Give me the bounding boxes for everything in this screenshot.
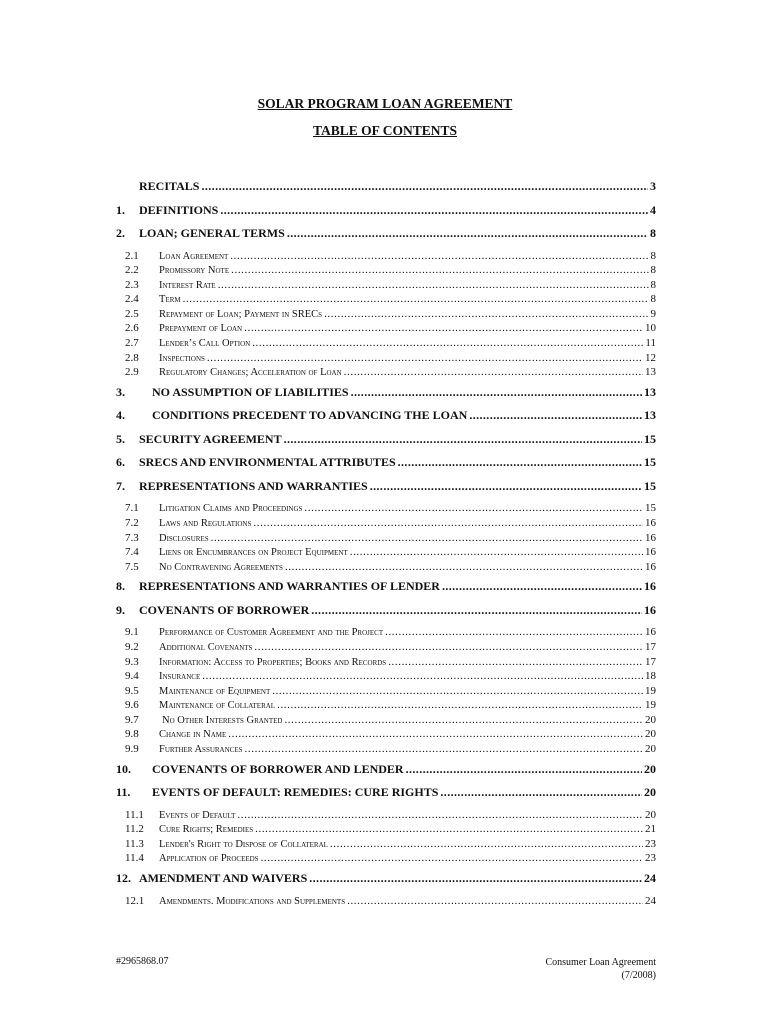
toc-entry-number: 2.2	[125, 264, 139, 277]
toc-page-number: 13	[645, 366, 656, 379]
toc-entry-number: 7.4	[125, 546, 139, 559]
toc-entry-title: Prepayment of Loan	[159, 323, 243, 335]
toc-page-number: 17	[645, 655, 656, 668]
toc-page-number: 15	[644, 478, 656, 493]
toc-entry-number: 10.	[116, 761, 131, 776]
toc-entry-number: 5.	[116, 431, 125, 446]
toc-entry-number: 2.	[116, 226, 125, 240]
document-subtitle: TABLE OF CONTENTS	[312, 123, 458, 138]
toc-entry-title: Lender's Right to Dispose of Collateral	[159, 838, 328, 850]
toc-dot-leader	[350, 546, 643, 558]
toc-page-number: 4	[650, 202, 656, 217]
toc-subsection-entry[interactable]	[116, 546, 656, 561]
toc-subsection-entry[interactable]	[116, 532, 656, 547]
toc-page-number: 8	[650, 278, 656, 291]
toc-entry-title: REPRESENTATIONS AND WARRANTIES	[139, 478, 368, 493]
toc-entry-number: 7.1	[125, 502, 139, 515]
toc-dot-leader	[183, 293, 649, 305]
toc-subsection-entry[interactable]	[116, 895, 656, 910]
toc-dot-leader	[398, 455, 642, 470]
toc-page-number: 13	[644, 384, 656, 399]
toc-entry-title: Repayment of Loan; Payment in SRECs	[159, 308, 323, 320]
toc-entry-title: Disclosures	[159, 532, 209, 544]
toc-entry-title: EVENTS OF DEFAULT: REMEDIES: CURE RIGHTS	[152, 785, 439, 800]
toc-entry-title: SRECS AND ENVIRONMENTAL ATTRIBUTES	[139, 455, 396, 470]
toc-page-number: 16	[645, 546, 656, 559]
toc-dot-leader	[309, 871, 642, 886]
toc-subsection-entry[interactable]	[116, 293, 656, 308]
toc-dot-leader	[406, 762, 642, 777]
toc-entry-number: 9.4	[125, 670, 139, 683]
toc-section-entry[interactable]	[116, 203, 656, 227]
toc-dot-leader	[254, 641, 643, 653]
toc-entry-number: 9.2	[125, 640, 139, 653]
toc-entry-number: 4.	[116, 408, 125, 423]
toc-entry-number: 2.8	[125, 351, 139, 364]
toc-page-number: 10	[645, 322, 656, 335]
toc-entry-title: Litigation Claims and Proceedings	[159, 503, 303, 515]
toc-entry-title: Inspections	[159, 352, 205, 364]
toc-entry-number: 12.	[116, 871, 131, 886]
document-title: SOLAR PROGRAM LOAN AGREEMENT	[257, 96, 513, 111]
toc-entry-title: COVENANTS OF BORROWER	[139, 602, 310, 617]
toc-entry-number: 2.3	[125, 278, 139, 291]
toc-page-number: 12	[645, 351, 656, 364]
toc-dot-leader	[255, 823, 643, 835]
toc-entry-title: Loan Agreement	[159, 250, 229, 262]
toc-entry-title: Further Assurances	[159, 744, 243, 756]
document-footer	[545, 956, 656, 982]
toc-section-entry[interactable]	[116, 479, 656, 503]
toc-page-number: 24	[645, 894, 656, 907]
toc-subsection-entry[interactable]	[116, 517, 656, 532]
toc-section-entry[interactable]	[116, 579, 656, 603]
toc-entry-number: 9.7	[125, 713, 139, 726]
toc-dot-leader	[330, 838, 643, 850]
toc-entry-number: 2.6	[125, 322, 139, 335]
toc-page-number: 16	[645, 560, 656, 573]
toc-section-entry[interactable]	[116, 785, 656, 809]
toc-section-entry[interactable]	[116, 432, 656, 456]
toc-page-number: 20	[645, 713, 656, 726]
toc-entry-title: SECURITY AGREEMENT	[139, 431, 282, 446]
document-name: Consumer Loan Agreement	[545, 957, 656, 968]
toc-entry-title: Additional Covenants	[159, 641, 253, 653]
toc-page-number: 17	[645, 640, 656, 653]
toc-section-entry[interactable]	[116, 603, 656, 627]
toc-entry-title: Lender’s Call Option	[159, 338, 251, 350]
toc-page-number: 11	[645, 337, 656, 350]
document-date: (7/2008)	[621, 970, 656, 981]
toc-entry-title: Promissory Note	[159, 265, 230, 277]
toc-dot-leader	[304, 502, 643, 514]
toc-page-number: 21	[645, 823, 656, 836]
toc-subsection-entry[interactable]	[116, 670, 656, 685]
toc-entry-number: 1.	[116, 202, 125, 217]
toc-page-number: 23	[645, 837, 656, 850]
toc-entry-number: 2.4	[125, 293, 139, 306]
toc-entry-number: 7.3	[125, 531, 139, 544]
toc-entry-number: 6.	[116, 455, 125, 470]
toc-subsection-entry[interactable]	[116, 502, 656, 517]
toc-entry-title: No Other Interests Granted	[162, 714, 283, 726]
toc-entry-number: 2.5	[125, 307, 139, 320]
toc-entry-title: Laws and Regulations	[159, 517, 252, 529]
toc-section-entry[interactable]	[116, 871, 656, 895]
toc-subsection-entry[interactable]	[116, 809, 656, 824]
toc-dot-leader	[277, 699, 643, 711]
toc-entry-title: Term	[159, 294, 181, 306]
toc-page-number: 16	[644, 579, 656, 594]
table-of-contents	[116, 177, 656, 909]
toc-page-number: 13	[644, 408, 656, 423]
toc-entry-title: Change in Name	[159, 729, 227, 741]
toc-dot-leader	[324, 308, 648, 320]
toc-entry-title: No Contravening Agreements	[159, 561, 283, 573]
toc-subsection-entry[interactable]	[116, 714, 656, 729]
toc-section-entry[interactable]	[116, 455, 656, 479]
toc-entry-number: 2.1	[125, 249, 139, 262]
toc-section-entry[interactable]	[116, 179, 656, 203]
toc-entry-title: Performance of Customer Agreement and the Project	[159, 627, 384, 639]
toc-page-number: 16	[645, 531, 656, 544]
toc-entry-title: LOAN; GENERAL TERMS	[139, 226, 285, 240]
toc-entry-number: 2.9	[125, 366, 139, 379]
toc-entry-title: COVENANTS OF BORROWER AND LENDER	[152, 761, 404, 776]
toc-entry-number: 3.	[116, 384, 125, 399]
toc-subsection-entry[interactable]	[116, 322, 656, 337]
toc-subsection-entry[interactable]	[116, 699, 656, 714]
toc-entry-number: 2.7	[125, 337, 139, 350]
toc-page-number: 16	[645, 626, 656, 639]
toc-page-number: 8	[650, 264, 656, 277]
toc-dot-leader	[245, 743, 643, 755]
toc-section-entry[interactable]	[116, 762, 656, 786]
toc-dot-leader	[469, 408, 642, 423]
toc-entry-title: Application of Proceeds	[159, 853, 259, 865]
toc-page-number: 23	[645, 852, 656, 865]
toc-subsection-entry[interactable]	[116, 838, 656, 853]
toc-page-number: 20	[645, 808, 656, 821]
toc-entry-number: 11.	[116, 785, 131, 800]
toc-dot-leader	[284, 714, 643, 726]
toc-section-entry[interactable]	[116, 385, 656, 409]
toc-dot-leader	[284, 432, 642, 447]
toc-entry-number: 12.1	[125, 894, 145, 907]
toc-subsection-entry[interactable]	[116, 279, 656, 294]
toc-page-number: 8	[650, 249, 656, 262]
toc-dot-leader	[231, 264, 648, 276]
toc-page-number: 24	[644, 871, 656, 886]
toc-subsection-entry[interactable]	[116, 626, 656, 641]
toc-dot-leader	[228, 728, 643, 740]
toc-page-number: 19	[645, 684, 656, 697]
toc-entry-number: 11.3	[125, 837, 144, 850]
toc-subsection-entry[interactable]	[116, 250, 656, 265]
toc-dot-leader	[261, 852, 643, 864]
toc-entry-title: REPRESENTATIONS AND WARRANTIES OF LENDER	[139, 579, 440, 594]
toc-dot-leader	[388, 656, 643, 668]
toc-entry-title: DEFINITIONS	[139, 202, 219, 217]
toc-entry-title: Events of Default	[159, 809, 236, 821]
toc-dot-leader	[252, 337, 643, 349]
toc-page-number: 20	[644, 785, 656, 800]
toc-page-number: 3	[650, 179, 656, 193]
toc-subsection-entry[interactable]	[116, 852, 656, 867]
toc-dot-leader	[285, 561, 643, 573]
toc-dot-leader	[202, 670, 643, 682]
toc-entry-number: 9.5	[125, 684, 139, 697]
toc-entry-title: Information: Access to Properties; Books and Records	[159, 656, 387, 668]
toc-entry-number: 9.1	[125, 626, 139, 639]
toc-entry-title: Interest Rate	[159, 279, 216, 291]
toc-dot-leader	[347, 895, 643, 907]
toc-section-entry[interactable]	[116, 408, 656, 432]
toc-subsection-entry[interactable]	[116, 337, 656, 352]
toc-dot-leader	[344, 366, 643, 378]
toc-page-number: 16	[644, 602, 656, 617]
toc-entry-number: 7.2	[125, 516, 139, 529]
toc-dot-leader	[244, 322, 643, 334]
toc-dot-leader	[220, 203, 648, 218]
toc-entry-title: Regulatory Changes; Acceleration of Loan	[159, 367, 342, 379]
toc-entry-number: 11.2	[125, 823, 144, 836]
toc-subsection-entry[interactable]	[116, 561, 656, 576]
toc-entry-number: 8.	[116, 579, 125, 594]
toc-subsection-entry[interactable]	[116, 308, 656, 323]
toc-page-number: 15	[644, 431, 656, 446]
toc-entry-number: 7.	[116, 478, 125, 493]
toc-entry-number: 9.3	[125, 655, 139, 668]
toc-entry-title: Liens or Encumbrances on Project Equipment	[159, 547, 348, 559]
toc-page-number: 16	[645, 516, 656, 529]
toc-entry-number: 11.1	[125, 808, 144, 821]
toc-entry-title: Maintenance of Collateral	[159, 700, 276, 712]
toc-entry-title: Maintenance of Equipment	[159, 685, 271, 697]
toc-entry-title: NO ASSUMPTION OF LIABILITIES	[152, 384, 349, 399]
toc-dot-leader	[218, 279, 649, 291]
toc-dot-leader	[201, 179, 648, 194]
toc-page-number: 18	[645, 670, 656, 683]
toc-subsection-entry[interactable]	[116, 352, 656, 367]
toc-entry-title: RECITALS	[139, 179, 200, 193]
toc-dot-leader	[370, 479, 642, 494]
toc-entry-title: CONDITIONS PRECEDENT TO ADVANCING THE LOAN	[152, 408, 468, 423]
toc-subsection-entry[interactable]	[116, 728, 656, 743]
toc-dot-leader	[287, 226, 648, 241]
toc-entry-title: Insurance	[159, 671, 201, 683]
toc-dot-leader	[385, 626, 643, 638]
toc-page-number: 8	[650, 226, 656, 240]
toc-page-number: 19	[645, 699, 656, 712]
toc-dot-leader	[272, 685, 643, 697]
toc-subsection-entry[interactable]	[116, 264, 656, 279]
toc-dot-leader	[311, 603, 642, 618]
toc-page-number: 20	[644, 761, 656, 776]
toc-page-number: 8	[650, 293, 656, 306]
toc-subsection-entry[interactable]	[116, 823, 656, 838]
document-number: #2965868.07	[116, 956, 169, 967]
toc-page-number: 20	[645, 728, 656, 741]
toc-entry-number: 9.6	[125, 699, 139, 712]
toc-dot-leader	[442, 579, 642, 594]
toc-page-number: 15	[645, 502, 656, 515]
toc-page-number: 15	[644, 455, 656, 470]
toc-dot-leader	[211, 532, 643, 544]
toc-entry-title: Amendments. Modifications and Supplements	[159, 895, 346, 907]
toc-dot-leader	[207, 352, 643, 364]
toc-page-number: 9	[650, 307, 656, 320]
toc-subsection-entry[interactable]	[116, 743, 656, 758]
toc-section-entry[interactable]	[116, 226, 656, 250]
toc-entry-title: AMENDMENT AND WAIVERS	[139, 871, 308, 886]
toc-subsection-entry[interactable]	[116, 366, 656, 381]
toc-entry-number: 9.	[116, 602, 125, 617]
toc-entry-number: 11.4	[125, 852, 144, 865]
toc-entry-number: 9.9	[125, 743, 139, 756]
toc-dot-leader	[351, 385, 642, 400]
toc-dot-leader	[237, 809, 643, 821]
toc-subsection-entry[interactable]	[116, 685, 656, 700]
toc-dot-leader	[440, 785, 642, 800]
toc-page-number: 20	[645, 743, 656, 756]
toc-subsection-entry[interactable]	[116, 641, 656, 656]
toc-dot-leader	[230, 250, 648, 262]
toc-entry-number: 7.5	[125, 560, 139, 573]
toc-entry-number: 9.8	[125, 728, 139, 741]
toc-entry-title: Cure Rights; Remedies	[159, 824, 254, 836]
toc-dot-leader	[253, 517, 643, 529]
toc-subsection-entry[interactable]	[116, 656, 656, 671]
